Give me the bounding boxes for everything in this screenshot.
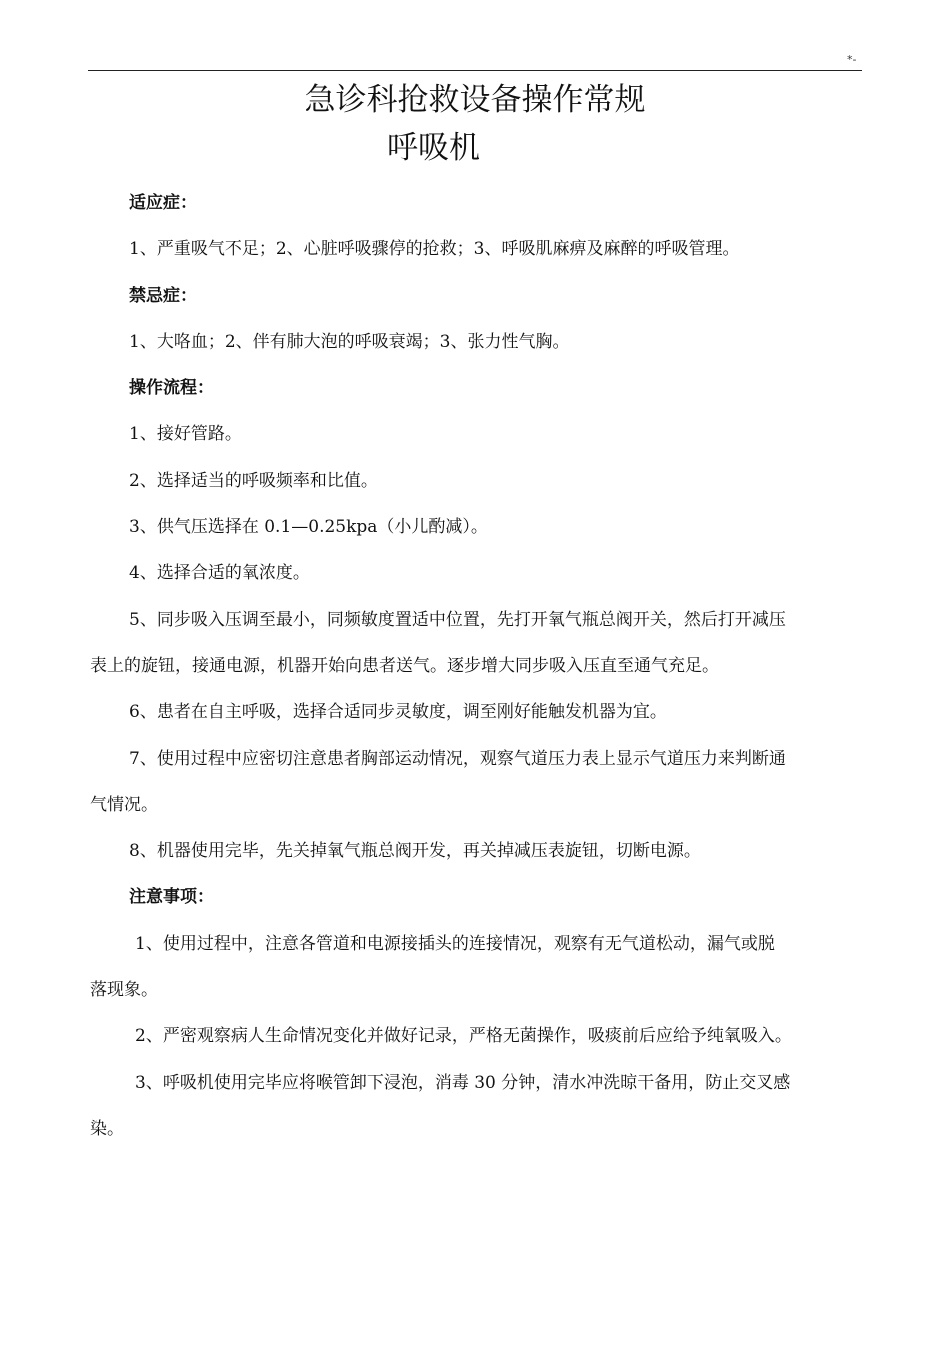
procedure-step-6: 6、患者在自主呼吸，选择合适同步灵敏度，调至刚好能触发机器为宜。 <box>129 702 667 723</box>
notes-heading: 注意事项： <box>129 887 214 908</box>
note-1-line-2: 落现象。 <box>90 980 158 1001</box>
document-subtitle: 呼吸机 <box>387 130 480 166</box>
indications-text: 1、严重吸气不足；2、心脏呼吸骤停的抢救；3、呼吸肌麻痹及麻醉的呼吸管理。 <box>129 239 740 260</box>
contraindications-heading: 禁忌症： <box>129 285 197 306</box>
contraindications-text: 1、大咯血；2、伴有肺大泡的呼吸衰竭；3、张力性气胸。 <box>129 331 570 352</box>
note-3-line-1: 3、呼吸机使用完毕应将喉管卸下浸泡，消毒 30 分钟，清水冲洗晾干备用，防止交叉感 <box>135 1072 791 1093</box>
indications-heading: 适应症： <box>129 193 197 213</box>
procedure-step-7-line-1: 7、使用过程中应密切注意患者胸部运动情况，观察气道压力表上显示气道压力来判断通 <box>129 748 786 769</box>
note-1-line-1: 1、使用过程中，注意各管道和电源接插头的连接情况，观察有无气道松动，漏气或脱 <box>135 933 775 954</box>
procedure-step-5-line-1: 5、同步吸入压调至最小，同频敏度置适中位置，先打开氧气瓶总阀开关，然后打开减压 <box>129 609 786 630</box>
note-3-line-2: 染。 <box>90 1118 124 1139</box>
procedure-step-3: 3、供气压选择在 0.1—0.25kpa（小儿酌减）。 <box>129 517 488 538</box>
procedure-heading: 操作流程： <box>129 378 214 399</box>
procedure-step-4: 4、选择合适的氧浓度。 <box>129 563 310 584</box>
procedure-step-5-line-2: 表上的旋钮，接通电源，机器开始向患者送气。逐步增大同步吸入压直至通气充足。 <box>90 655 719 676</box>
document-body <box>90 180 862 1152</box>
page-header-mark: *- <box>847 53 857 66</box>
procedure-step-8: 8、机器使用完毕，先关掉氧气瓶总阀开发，再关掉减压表旋钮，切断电源。 <box>129 841 701 862</box>
header-rule <box>88 70 862 71</box>
procedure-step-1: 1、接好管路。 <box>129 424 242 445</box>
document-title: 急诊科抢救设备操作常规 <box>304 82 646 118</box>
procedure-step-7-line-2: 气情况。 <box>90 794 158 815</box>
note-2: 2、严密观察病人生命情况变化并做好记录，严格无菌操作，吸痰前后应给予纯氧吸入。 <box>135 1026 792 1047</box>
procedure-step-2: 2、选择适当的呼吸频率和比值。 <box>129 470 378 491</box>
